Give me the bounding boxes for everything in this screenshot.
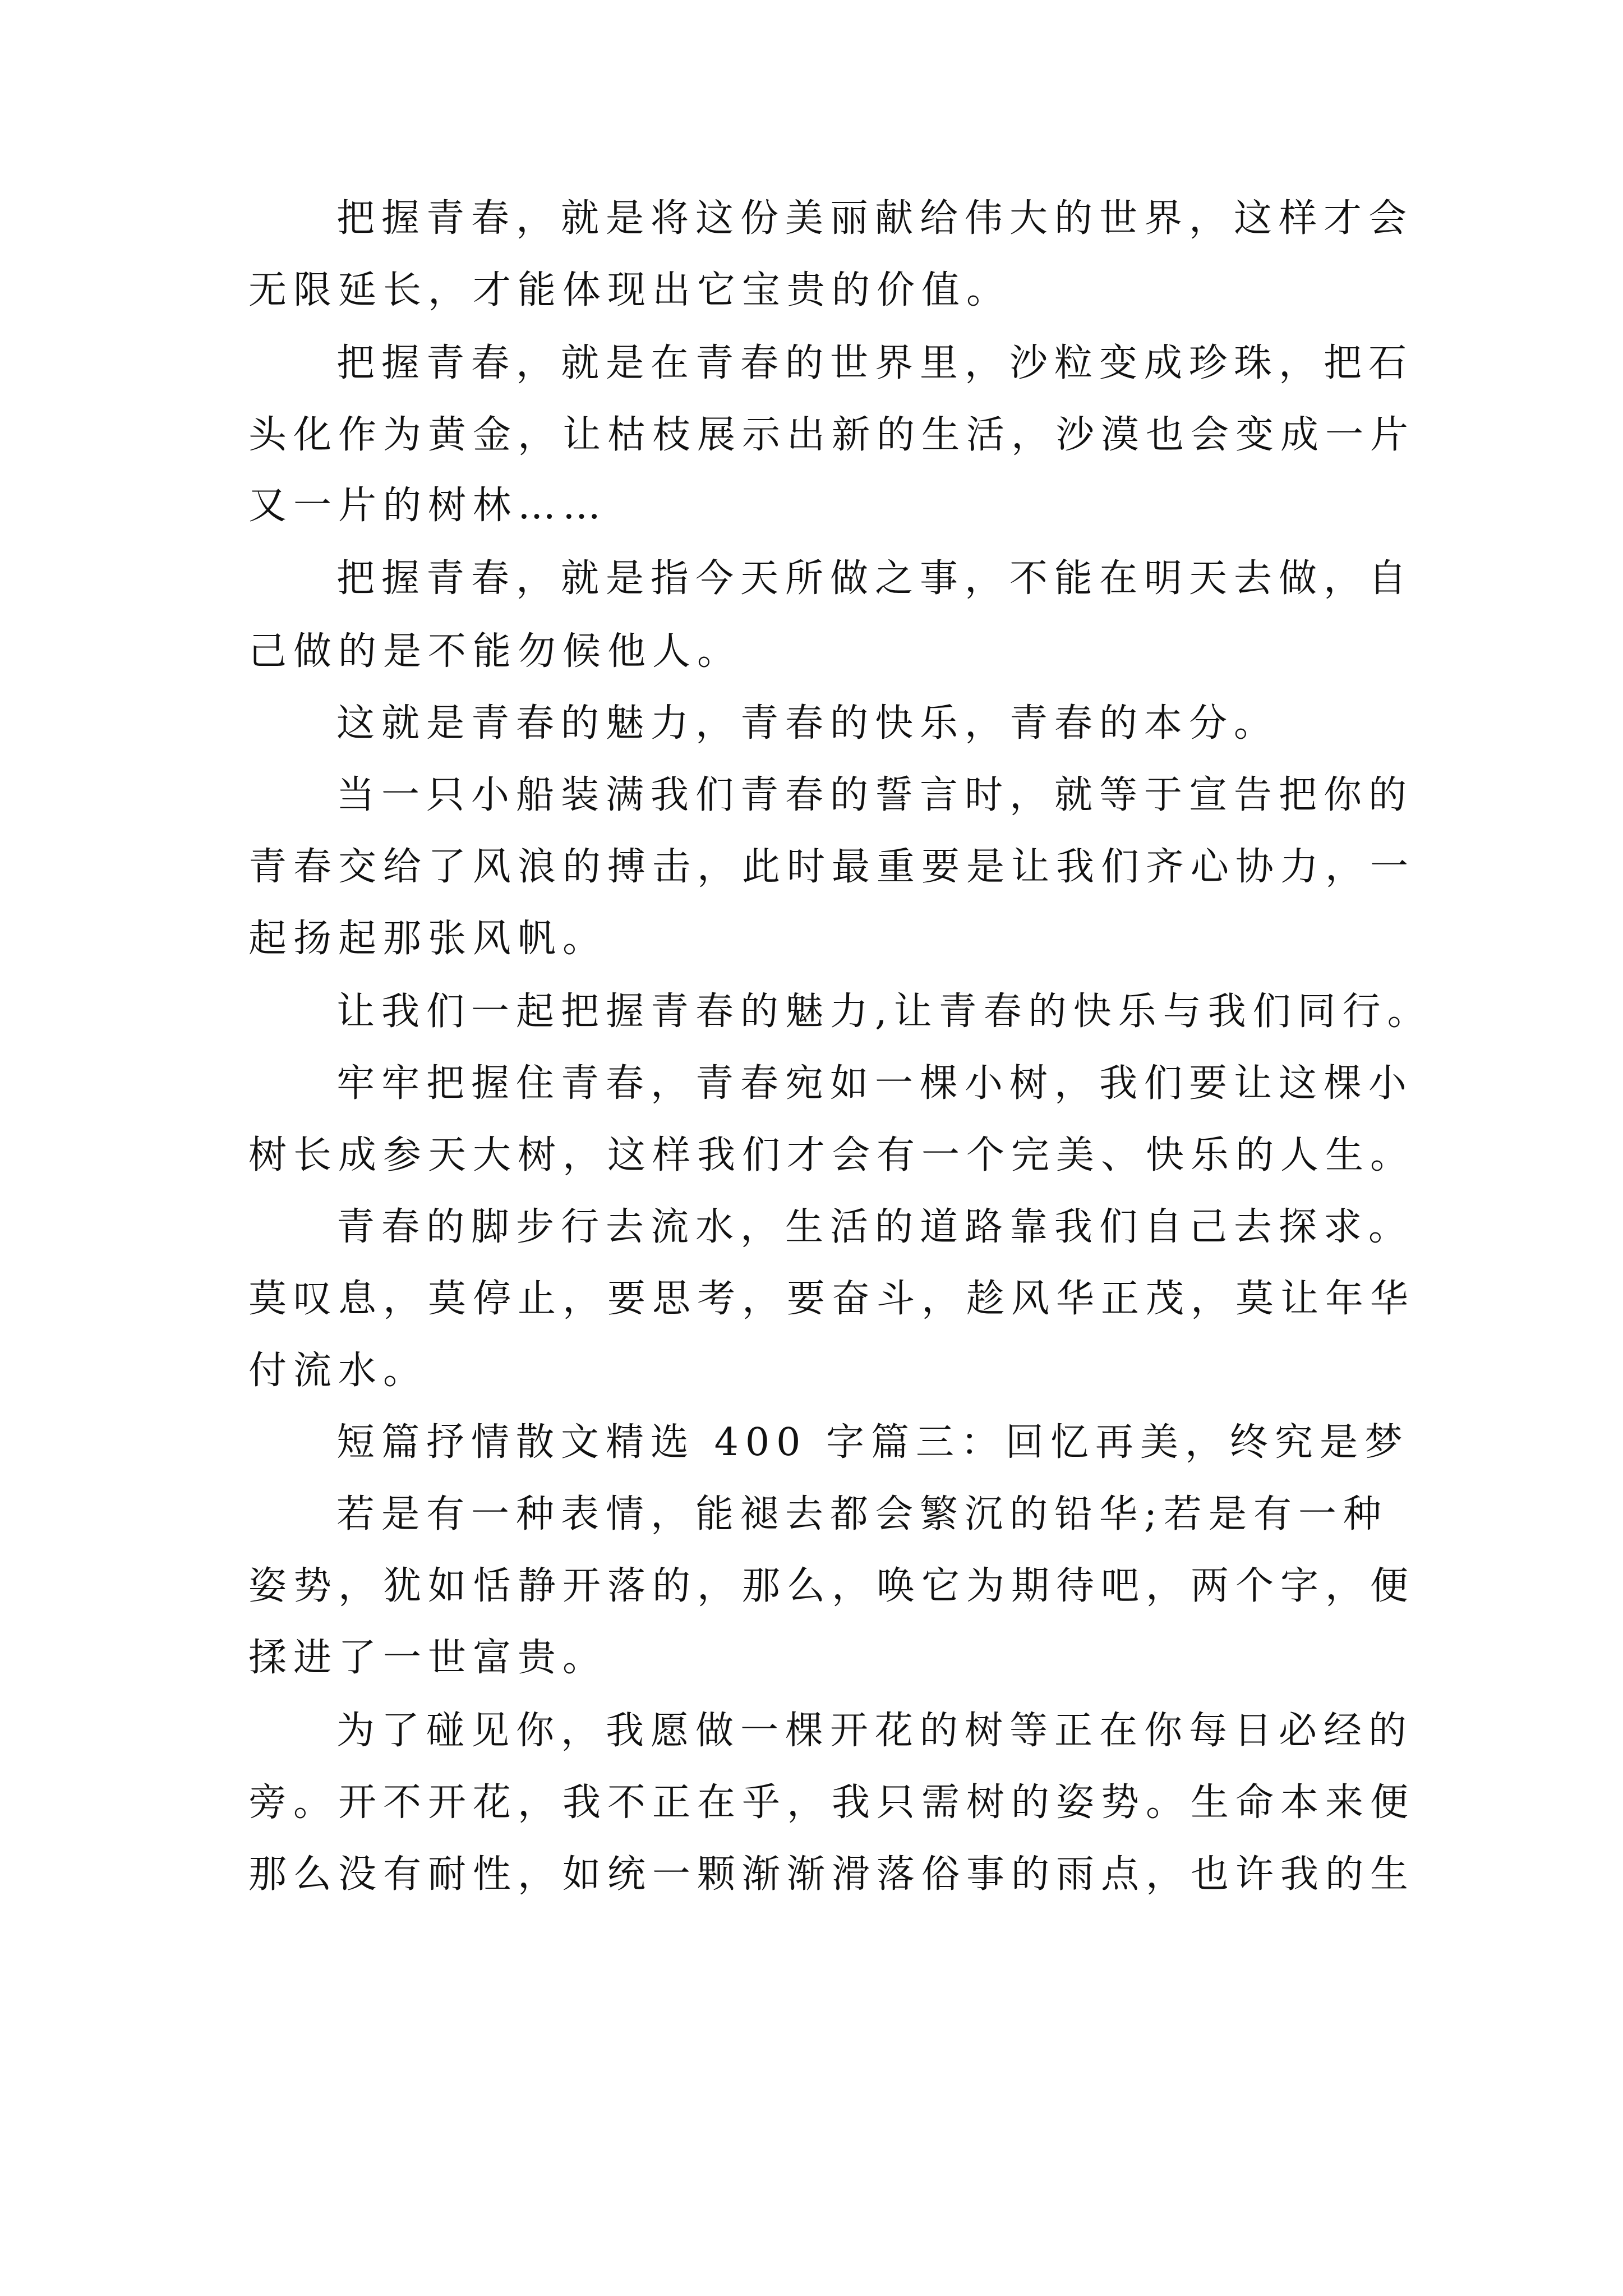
text-line: 青春的脚步行去流水，生活的道路靠我们自己去探求。 (336, 1205, 1414, 1249)
text-line: 揉进了一世富贵。 (248, 1636, 608, 1680)
text-line: 牢牢把握住青春，青春宛如一棵小树，我们要让这棵小 (336, 1061, 1414, 1106)
text-line: 姿势，犹如恬静开落的，那么，唤它为期待吧，两个字，便 (248, 1564, 1415, 1608)
text-line: 这就是青春的魅力，青春的快乐，青春的本分。 (336, 701, 1279, 746)
text-line: 头化作为黄金，让枯枝展示出新的生活，沙漠也会变成一片 (248, 413, 1415, 457)
text-line: 起扬起那张风帆。 (248, 917, 608, 961)
text-line: 当一只小船装满我们青春的誓言时，就等于宣告把你的 (336, 773, 1414, 817)
text-line: 把握青春，就是指今天所做之事，不能在明天去做，自 (336, 556, 1414, 601)
text-line: 无限延长，才能体现出它宝贵的价值。 (248, 268, 1012, 312)
text-line: 树长成参天大树，这样我们才会有一个完美、快乐的人生。 (248, 1133, 1415, 1177)
text-line: 让我们一起把握青春的魅力,让青春的快乐与我们同行。 (336, 990, 1432, 1034)
text-line: 己做的是不能勿候他人。 (248, 629, 743, 674)
text-line: 旁。开不开花，我不正在乎，我只需树的姿势。生命本来便 (248, 1780, 1415, 1825)
text-line: 付流水。 (248, 1349, 428, 1393)
text-line: 那么没有耐性，如统一颗渐渐滑落俗事的雨点，也许我的生 (248, 1852, 1415, 1897)
text-line: 为了碰见你，我愿做一棵开花的树等正在你每日必经的 (336, 1709, 1414, 1753)
text-line: 又一片的树林…… (248, 484, 608, 528)
text-line: 若是有一种表情，能褪去都会繁沉的铅华;若是有一种 (336, 1492, 1388, 1536)
text-line: 把握青春，就是将这份美丽献给伟大的世界，这样才会 (336, 196, 1414, 241)
text-line: 把握青春，就是在青春的世界里，沙粒变成珍珠，把石 (336, 341, 1414, 385)
text-line: 莫叹息，莫停止，要思考，要奋斗，趁风华正茂，莫让年华 (248, 1277, 1415, 1321)
section-heading: 短篇抒情散文精选 400 字篇三：回忆再美，终究是梦 (336, 1420, 1410, 1465)
text-line: 青春交给了风浪的搏击，此时最重要是让我们齐心协力，一 (248, 845, 1415, 889)
